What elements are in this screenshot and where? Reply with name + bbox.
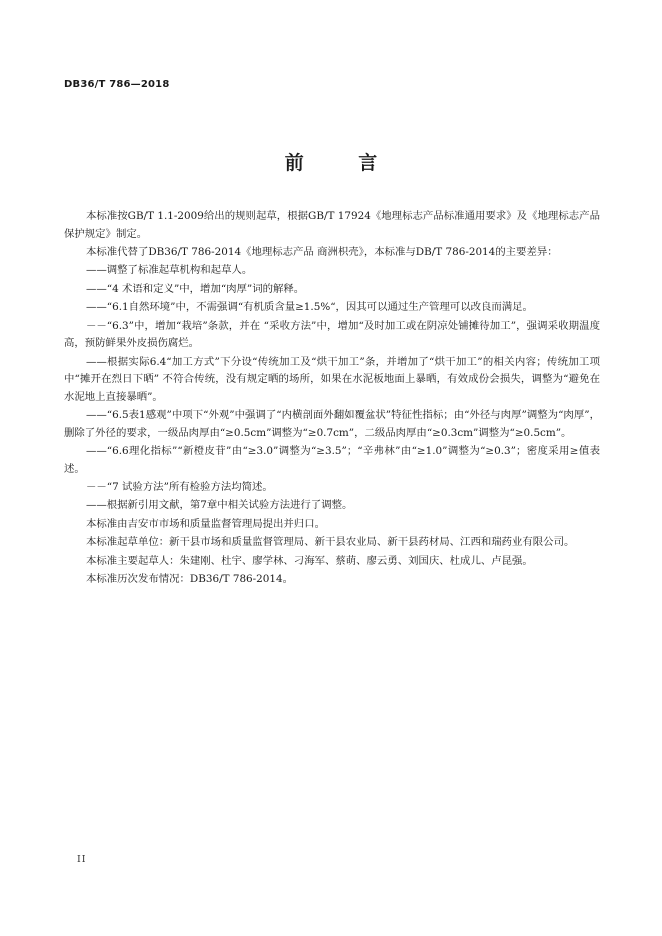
paragraph: 本标准按GB/T 1.1-2009给出的规则起草，根据GB/T 17924《地理标志产品标准通用要求》及《地理标志产品保护规定》制定。 bbox=[64, 210, 600, 240]
paragraph: ——“6.6理化指标”“新橙皮苷”由“≥3.0”调整为“≥3.5”；“辛弗林”由“≥1.0”调整为“≥0.3”；密度采用≥值表述。 bbox=[64, 445, 600, 475]
paragraph: ——调整了标准起草机构和起草人。 bbox=[86, 264, 253, 277]
page-title: 前 言 bbox=[284, 152, 402, 174]
paragraph: ——“6.1自然环境”中，不需强调“有机质含量≥1.5%“，因其可以通过生产管理可以改良而满足。 bbox=[86, 301, 533, 314]
paragraph: －－“7 试验方法”所有检验方法均简述。 bbox=[86, 481, 273, 494]
paragraph: －－“6.3”中，增加“栽培”条款，并在 “采收方法”中，增加“及时加工或在阴凉处铺摊待加工”，强调采收期温度高，预防鲜果外皮损伤腐烂。 bbox=[64, 319, 600, 350]
paragraph: 本标准主要起草人：朱建刚、杜宇、廖学林、刁海军、蔡萌、廖云勇、刘国庆、杜成儿、卢昆强。 bbox=[86, 554, 533, 567]
paragraph: ——根据新引用文献，第7章中相关试验方法进行了调整。 bbox=[86, 499, 353, 512]
foreword-body bbox=[64, 208, 600, 589]
page-number: II bbox=[77, 854, 87, 865]
paragraph: 本标准起草单位：新干县市场和质量监督管理局、新干县农业局、新干县药材局、江西和瑞药业有限公司。 bbox=[86, 536, 575, 549]
paragraph: ——“4 术语和定义”中，增加“肉厚”词的解释。 bbox=[86, 282, 305, 295]
paragraph: 本标准历次发布情况：DB36/T 786-2014。 bbox=[86, 573, 294, 586]
paragraph: ——“6.5表1感观”中项下“外观”中强调了“内横剖面外翻如覆盆状”特征性指标；由“外径与肉厚”调整为“肉厚”，删除了外径的要求，一级品肉厚由“≥0.5cm”调整为“≥0.7cm”，二级品肉厚由“≥0.3cm”调整为“≥0.5cm”。 bbox=[64, 409, 600, 439]
paragraph: 本标准代替了DB36/T 786-2014《地理标志产品 商洲枳壳》，本标准与DB/T 786-2014的主要差异： bbox=[86, 245, 558, 258]
paragraph: 本标准由吉安市市场和质量监督管理局提出并归口。 bbox=[86, 517, 325, 530]
standard-code: DB36/T 786—2018 bbox=[64, 79, 170, 90]
paragraph: ——根据实际6.4“加工方式”下分设“传统加工及“烘干加工”条，并增加了“烘干加工”的相关内容；传统加工项中“摊开在烈日下晒” 不符合传统，没有规定晒的场所，如果在水泥板地面上暴晒，有效成份会损失，调整为“避免在水泥地上直接暴晒”。 bbox=[64, 355, 600, 403]
